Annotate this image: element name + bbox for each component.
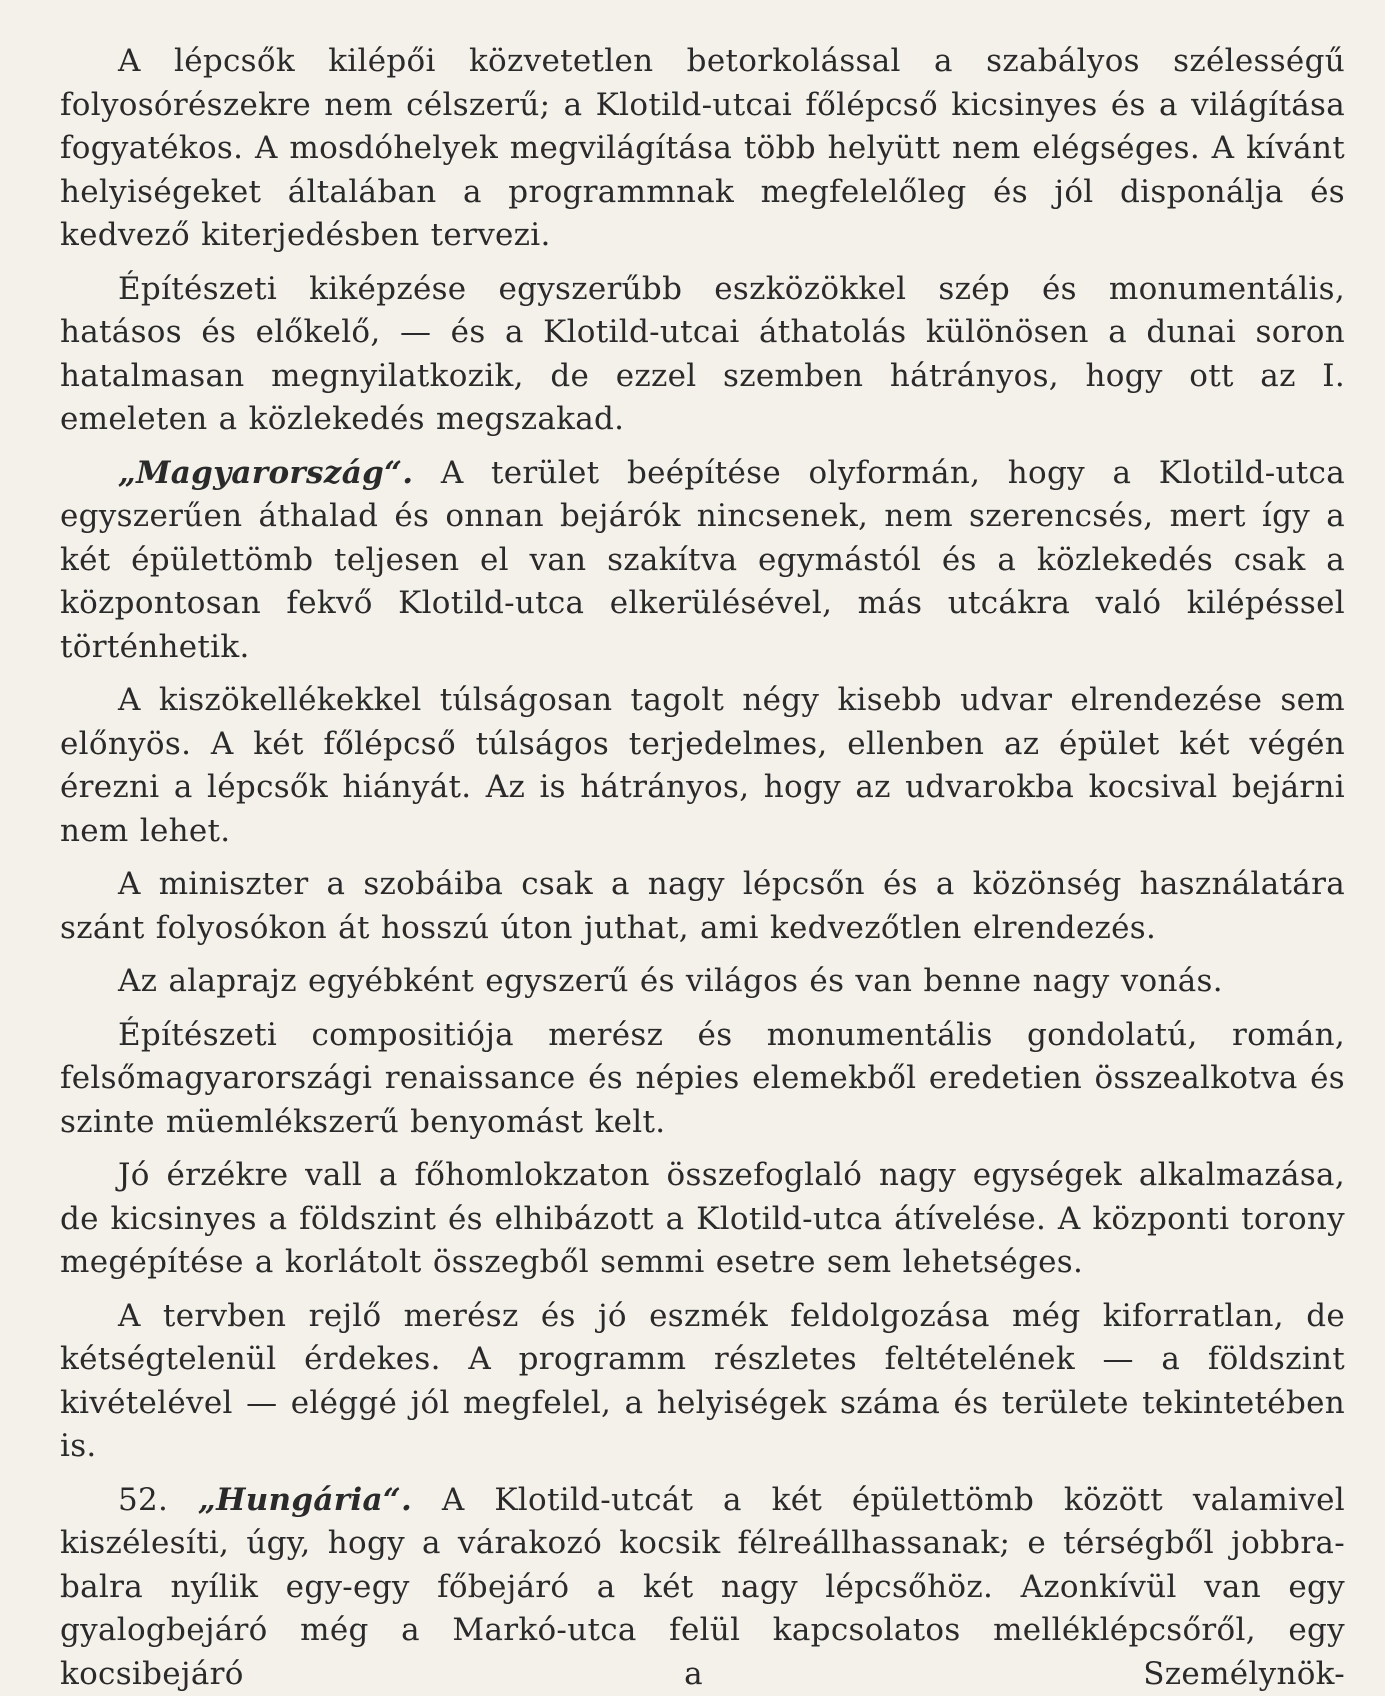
paragraph-body: A Klotild-utcát a két épülettömb között valamivel kiszélesíti, úgy, hogy a várakozó kocsik félreállhassanak; e térségből jobbra-balra nyílik egy-egy főbejáró a két nagy lépcsőhöz. Azonkívül van egy gyalogbejáró még a Markó-utca felül kapcsolatos melléklépcsőről, egy kocsibejáró a Személynök- bbox=[60, 1482, 1345, 1692]
paragraph-minister: A miniszter a szobáiba csak a nagy lépcsőn és a közönség használatára szánt folyosókon át hosszú úton juthat, ami kedvezőtlen elrendezés. bbox=[60, 863, 1345, 950]
paragraph-composition: Építészeti compositiója merész és monumentális gondolatú, román, felsőmagyarországi renaissance és népies elemekből eredetien összealkotva és szinte müemlékszerű benyomást kelt. bbox=[60, 1014, 1345, 1145]
paragraph-facade: Jó érzékre vall a főhomlokzaton összefoglaló nagy egységek alkalmazása, de kicsinyes a földszint és elhibázott a Klotild-utca átívelése. A központi torony megépítése a korlátolt összegből semmi esetre sem lehetséges. bbox=[60, 1154, 1345, 1285]
paragraph-stairs: A lépcsők kilépői közvetetlen betorkolással a szabályos szélességű folyosórészekre nem célszerű; a Klotild-utcai főlépcső kicsinyes és a világítása fogyatékos. A mosdóhelyek megvilágítása több helyütt nem elégséges. A kívánt helyiségeket általában a programmnak megfelelőleg és jól disponálja és kedvező kiterjedésben tervezi. bbox=[60, 40, 1345, 258]
paragraph-architecture: Építészeti kiképzése egyszerűbb eszközökkel szép és monumentális, hatásos és előkelő, — és a Klotild-utcai áthatolás különösen a dunai soron hatalmasan megnyilatkozik, de ezzel szemben hátrányos, hogy ott az I. emeleten a közlekedés megszakad. bbox=[60, 268, 1345, 442]
paragraph-body: A terület beépítése olyformán, hogy a Klotild-utca egyszerűen áthalad és onnan bejárók nincsenek, nem szerencsés, mert így a két épülettömb teljesen el van szakítva egymástól és a közlekedés csak a központosan fekvő Klotild-utca elkerülésével, más utcákra való kilépéssel történhetik. bbox=[60, 455, 1345, 665]
paragraph-hungaria bbox=[60, 1479, 1345, 1696]
entry-number: 52. bbox=[118, 1482, 198, 1518]
entry-title-hungaria: „Hungária“. bbox=[198, 1482, 412, 1518]
paragraph-floorplan: Az alaprajz egyébként egyszerű és világos és van benne nagy vonás. bbox=[60, 960, 1345, 1004]
entry-title-magyarorszag: „Magyarország“. bbox=[118, 455, 413, 491]
paragraph-plan-ideas: A tervben rejlő merész és jó eszmék feldolgozása még kiforratlan, de kétségtelenül érdekes. A programm részletes feltételének — a földszint kivételével — eléggé jól megfelel, a helyiségek száma és területe tekintetében is. bbox=[60, 1295, 1345, 1469]
paragraph-magyarorszag bbox=[60, 452, 1345, 670]
paragraph-courtyards: A kiszökellékekkel túlságosan tagolt négy kisebb udvar elrendezése sem előnyös. A két főlépcső túlságos terjedelmes, ellenben az épület két végén érezni a lépcsők hiányát. Az is hátrányos, hogy az udvarokba kocsival bejárni nem lehet. bbox=[60, 679, 1345, 853]
